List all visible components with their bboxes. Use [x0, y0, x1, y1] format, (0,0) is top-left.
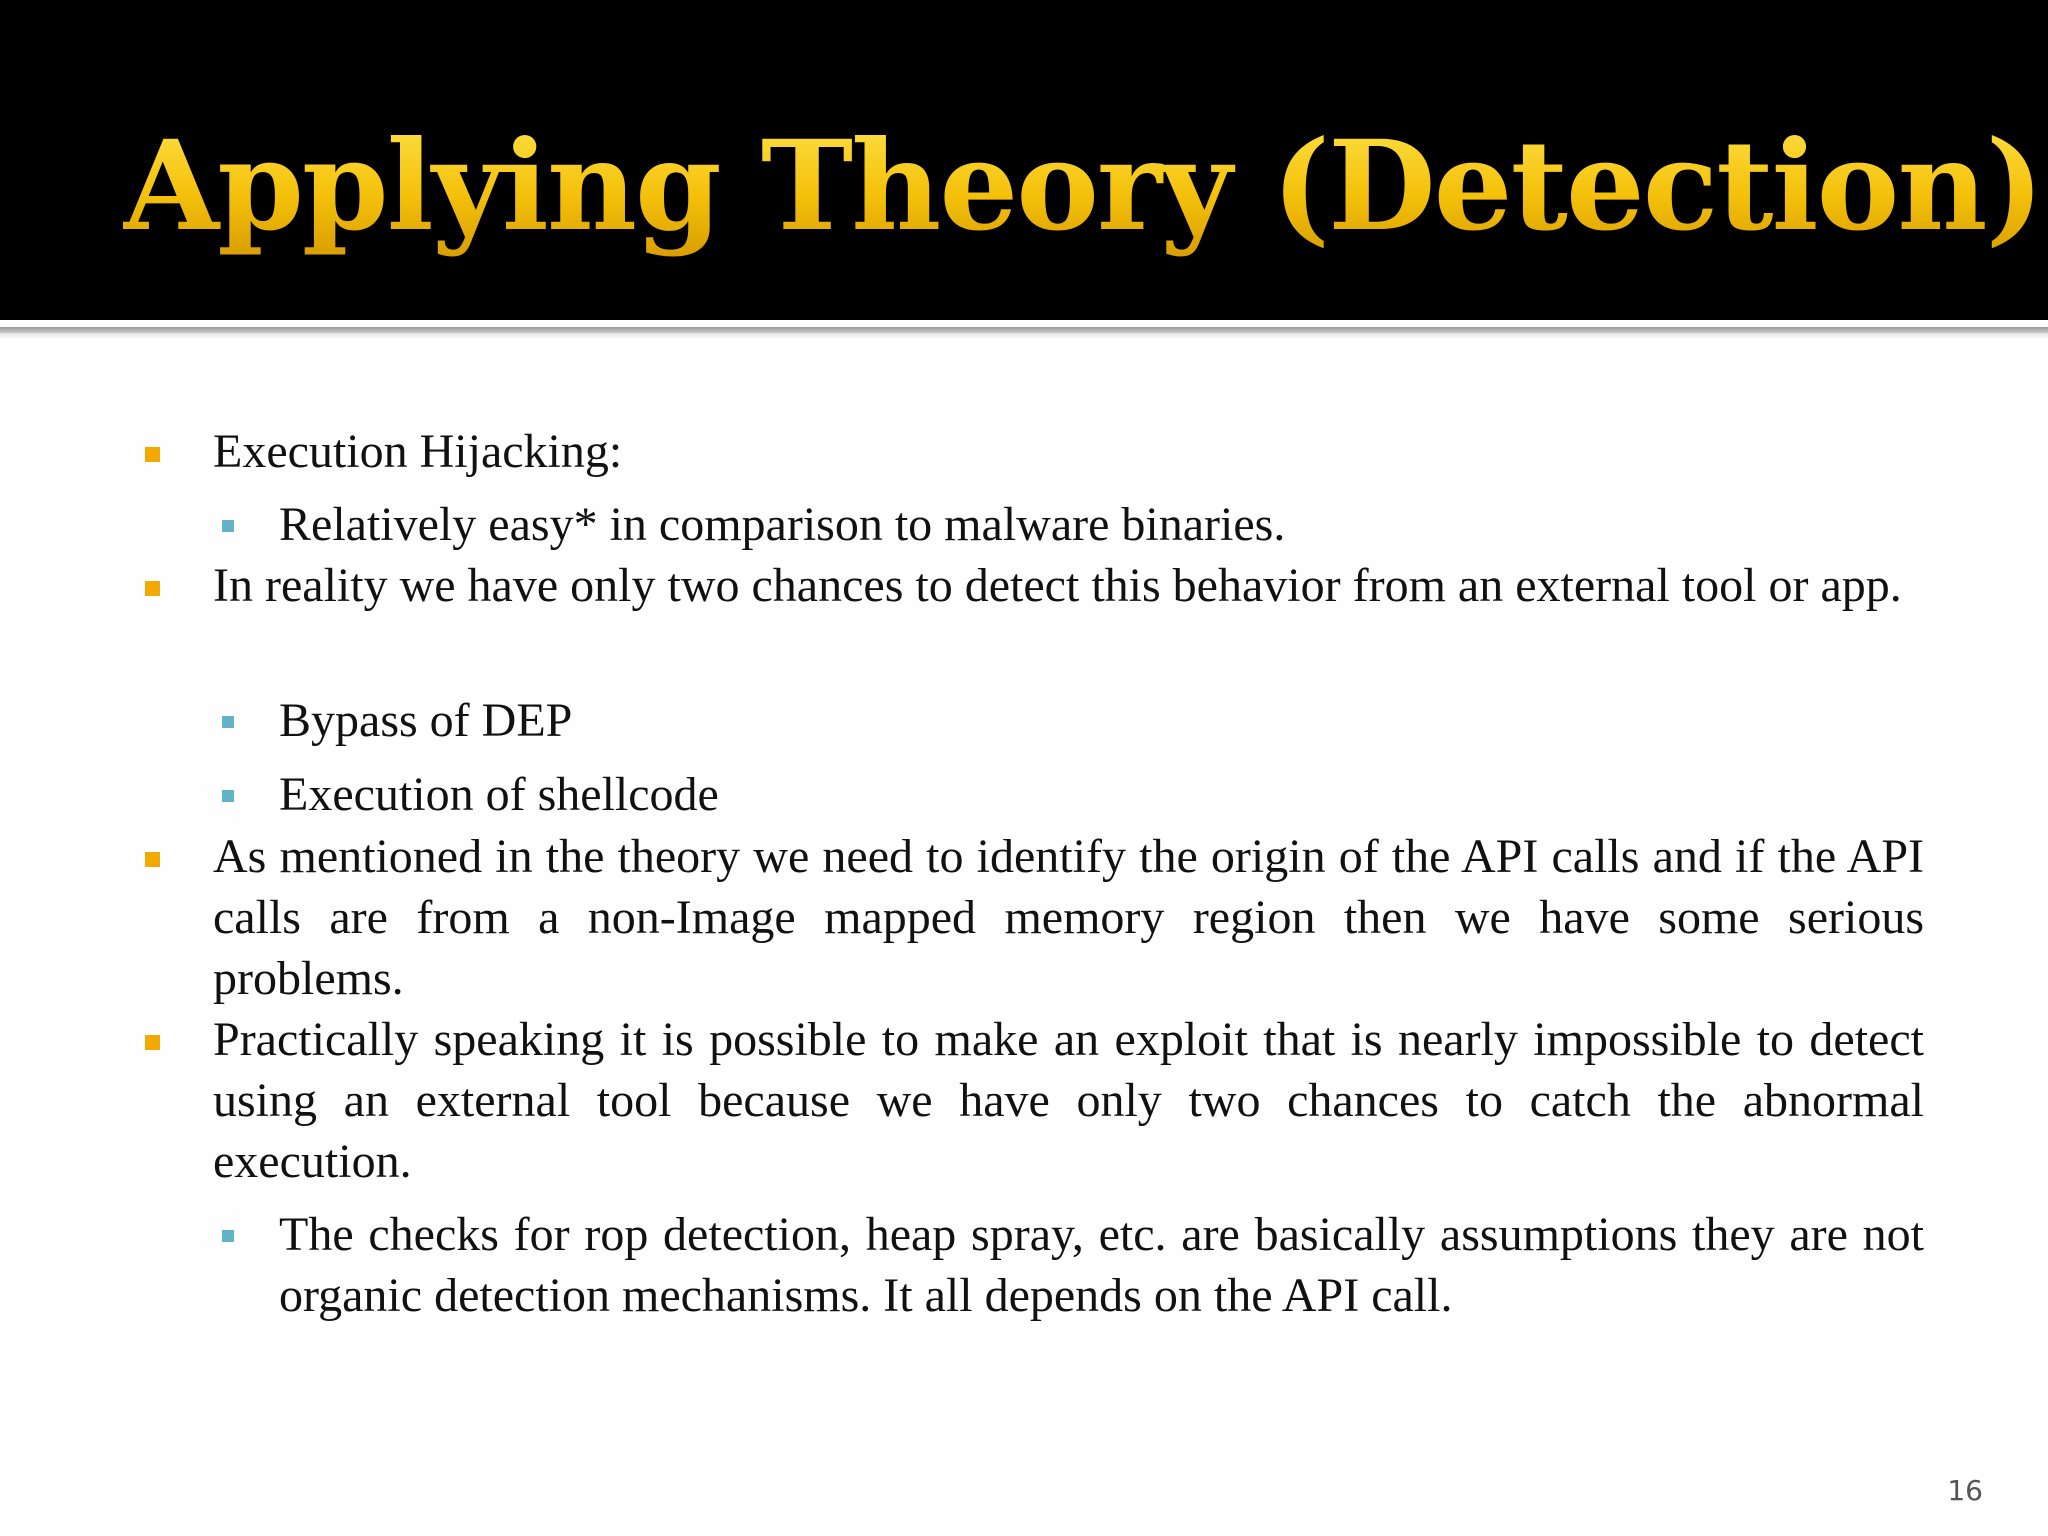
- bullet-item-2: In reality we have only two chances to detect this behavior from an external tool or app.: [213, 559, 1902, 612]
- bullet-item-3: As mentioned in the theory we need to identify the origin of the API calls and if the API calls are from a non-Image mapped memory region then we have some serious problems.: [213, 830, 1924, 1005]
- sub-bullet-item-4: The checks for rop detection, heap spray, etc. are basically assumptions they are not organic detection mechanisms. It all depends on the API call.: [279, 1208, 1924, 1322]
- bullet-square-icon: [145, 447, 160, 462]
- bullet-square-icon: [145, 581, 160, 596]
- bullet-item-4: Practically speaking it is possible to make an exploit that is nearly impossible to detect using an external tool because we have only two chances to catch the abnormal execution.: [213, 1013, 1924, 1188]
- slide-title: Applying Theory (Detection): [123, 112, 2042, 262]
- bullet-square-icon: [145, 852, 160, 867]
- sub-bullet-item-1: Relatively easy* in comparison to malware binaries.: [279, 498, 1286, 551]
- sub-bullet-item-3: Execution of shellcode: [279, 768, 719, 821]
- bullet-square-icon: [145, 1035, 160, 1050]
- page-number: 16: [1947, 1474, 1983, 1507]
- sub-bullet-square-icon: [222, 790, 234, 802]
- sub-bullet-square-icon: [222, 716, 234, 728]
- sub-bullet-item-2: Bypass of DEP: [279, 694, 573, 747]
- bullet-item-1: Execution Hijacking:: [213, 425, 623, 478]
- sub-bullet-square-icon: [222, 1230, 234, 1242]
- sub-bullet-square-icon: [222, 520, 234, 532]
